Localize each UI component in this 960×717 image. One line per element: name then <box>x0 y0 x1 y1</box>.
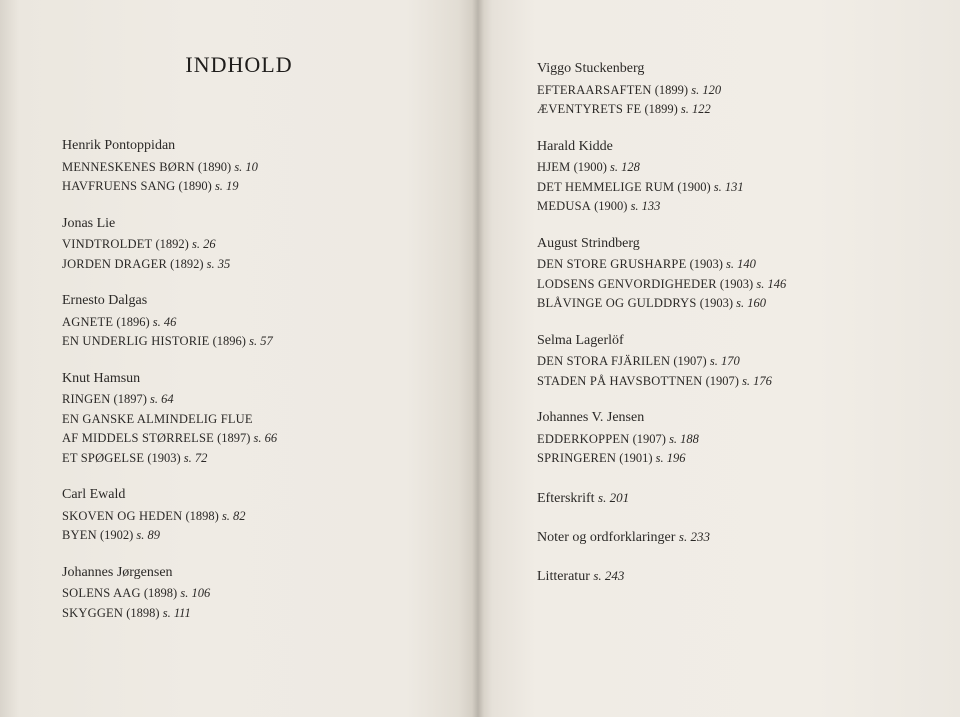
entry-page: s. 188 <box>669 431 699 446</box>
toc-entry <box>537 374 772 389</box>
entry-year: (1892) <box>155 237 189 251</box>
entry-title: MEDUSA <box>537 199 591 213</box>
toc-entry <box>62 412 253 427</box>
entry-page: s. 170 <box>709 354 740 368</box>
entry-title: BYEN <box>62 528 97 542</box>
entry-page: s. 66 <box>253 431 278 445</box>
book-gutter <box>472 0 484 717</box>
entry-year: (1896) <box>212 334 246 348</box>
entry-title: SKYGGEN <box>62 605 124 620</box>
toc-entry <box>62 509 246 524</box>
entry-page: s. 111 <box>162 605 191 620</box>
toc-entry <box>537 451 686 466</box>
entry-title: ÆVENTYRETS FE <box>537 102 642 116</box>
entry-title: SPRINGEREN <box>537 451 617 465</box>
back-matter-page: s. 233 <box>678 529 710 544</box>
entry-page: s. 57 <box>249 334 273 348</box>
entry-title: VINDTROLDET <box>62 237 153 251</box>
toc-author: Knut Hamsun <box>62 370 141 386</box>
entry-year: (1897) <box>113 392 147 406</box>
toc-author: Viggo Stuckenberg <box>537 61 645 76</box>
entry-year: (1900) <box>677 179 711 194</box>
toc-entry <box>537 83 721 98</box>
entry-title: ET SPØGELSE <box>62 450 145 465</box>
entry-year: (1907) <box>705 373 739 388</box>
entry-year: (1903) <box>699 296 734 310</box>
toc-author: Henrik Pontoppidan <box>62 138 176 153</box>
back-matter-page: s. 201 <box>598 490 630 505</box>
right-page <box>478 0 960 717</box>
entry-title: DEN STORE GRUSHARPE <box>537 257 687 271</box>
entry-year: (1897) <box>217 431 251 445</box>
entry-year: (1900) <box>594 199 628 213</box>
entry-page: s. 26 <box>191 237 216 251</box>
toc-entry <box>62 606 191 621</box>
back-matter-entry <box>537 490 629 507</box>
toc-author: Ernesto Dalgas <box>62 293 148 308</box>
entry-page: s. 19 <box>214 179 239 193</box>
entry-year: (1899) <box>644 102 678 116</box>
entry-year: (1900) <box>573 160 607 174</box>
entry-page: s. 35 <box>206 256 231 271</box>
entry-page: s. 146 <box>756 276 787 291</box>
entry-year: (1903) <box>147 450 181 465</box>
entry-page: s. 64 <box>150 392 174 406</box>
toc-author: Selma Lagerlöf <box>537 332 624 348</box>
toc-entry <box>62 392 174 407</box>
entry-title: EDDERKOPPEN <box>537 431 630 446</box>
back-matter-label: Efterskrift <box>537 491 595 506</box>
entry-title: RINGEN <box>62 392 111 406</box>
entry-page: s. 140 <box>726 257 756 271</box>
toc-entry <box>537 277 786 292</box>
entry-year: (1907) <box>632 431 666 446</box>
entry-year: (1899) <box>654 82 689 97</box>
entry-title: HAVFRUENS SANG <box>62 179 176 193</box>
entry-page: s. 72 <box>183 450 208 465</box>
entry-year: (1901) <box>619 451 653 465</box>
entry-title: LODSENS GENVORDIGHEDER <box>537 276 717 291</box>
entry-year: (1896) <box>116 314 150 329</box>
back-matter-entry <box>537 529 710 546</box>
toc-entry <box>537 257 756 272</box>
toc-author: Harald Kidde <box>537 138 613 154</box>
entry-year: (1890) <box>178 179 212 193</box>
toc-entry <box>62 451 207 466</box>
back-matter-label: Litteratur <box>537 569 590 584</box>
entry-title: MENNESKENES BØRN <box>62 159 195 174</box>
entry-year: (1898) <box>126 605 160 620</box>
toc-author: Johannes Jørgensen <box>62 564 173 580</box>
entry-page: s. 128 <box>610 160 640 174</box>
entry-year: (1903) <box>689 257 723 271</box>
entry-title: DET HEMMELIGE RUM <box>537 179 675 194</box>
entry-title: SKOVEN OG HEDEN <box>62 508 183 523</box>
toc-entry <box>62 431 277 446</box>
entry-page: s. 89 <box>136 528 161 542</box>
entry-page: s. 46 <box>152 314 177 329</box>
toc-entry <box>62 315 176 330</box>
toc-entry <box>537 199 660 214</box>
toc-author: Johannes V. Jensen <box>537 410 645 425</box>
toc-entry <box>537 102 711 117</box>
entry-page: s. 196 <box>655 451 686 465</box>
toc-entry <box>537 354 740 369</box>
entry-title: BLÅVINGE OG GULDDRYS <box>537 296 697 310</box>
toc-entry <box>62 160 258 175</box>
entry-page: s. 10 <box>234 159 258 174</box>
entry-title: SOLENS AAG <box>62 586 141 600</box>
entry-year: (1890) <box>197 159 232 174</box>
entry-title: EFTERAARSAFTEN <box>537 82 652 97</box>
entry-year: (1898) <box>185 508 219 523</box>
toc-entry <box>62 257 230 272</box>
left-page <box>0 0 478 717</box>
entry-year: (1907) <box>673 354 707 368</box>
entry-page: s. 160 <box>736 296 767 310</box>
entry-page: s. 122 <box>680 102 711 116</box>
entry-page: s. 176 <box>742 373 772 388</box>
entry-title: EN UNDERLIG HISTORIE <box>62 334 210 348</box>
toc-entry <box>62 334 273 349</box>
back-matter-page: s. 243 <box>593 568 625 583</box>
entry-title: DEN STORA FJÄRILEN <box>537 354 671 368</box>
back-matter-label: Noter og ordforklaringer <box>537 530 676 545</box>
toc-author: Carl Ewald <box>62 487 126 502</box>
entry-year: (1898) <box>143 586 178 600</box>
entry-page: s. 120 <box>691 82 722 97</box>
entry-title: STADEN PÅ HAVSBOTTNEN <box>537 373 703 388</box>
entry-year: (1892) <box>170 256 204 271</box>
toc-entry <box>537 180 744 195</box>
entry-title: EN GANSKE ALMINDELIG FLUE <box>62 411 253 426</box>
toc-author: Jonas Lie <box>62 215 116 231</box>
back-matter-entry <box>537 568 624 585</box>
toc-entry <box>62 528 160 543</box>
entry-year: (1903) <box>719 276 754 291</box>
toc-entry <box>537 432 699 447</box>
toc-entry <box>537 160 640 175</box>
entry-year: (1902) <box>99 528 134 542</box>
entry-page: s. 133 <box>630 199 661 213</box>
entry-title: AGNETE <box>62 314 114 329</box>
entry-page: s. 82 <box>221 508 246 523</box>
entry-title: JORDEN DRAGER <box>62 256 168 271</box>
toc-entry <box>537 296 766 311</box>
entry-title: HJEM <box>537 160 571 174</box>
toc-entry <box>62 237 216 252</box>
entry-page: s. 131 <box>713 179 744 194</box>
entry-page: s. 106 <box>180 586 211 600</box>
entry-title: AF MIDDELS STØRRELSE <box>62 431 214 445</box>
toc-entry <box>62 179 239 194</box>
page-title: INDHOLD <box>185 52 293 77</box>
toc-entry <box>62 586 210 601</box>
toc-author: August Strindberg <box>537 235 640 251</box>
